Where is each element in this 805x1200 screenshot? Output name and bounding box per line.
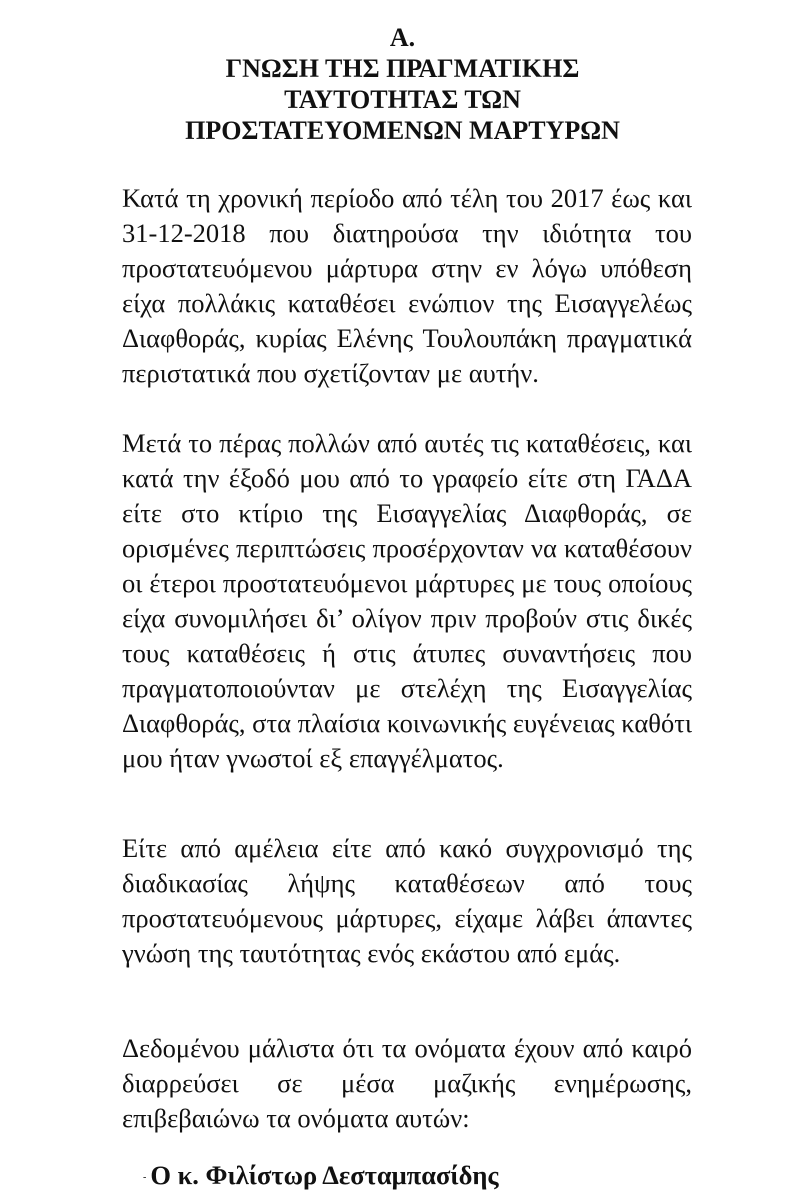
section-number: A. [389, 23, 416, 52]
paragraph-2: Μετά το πέρας πολλών από αυτές τις καταθέσεις, και κατά την έξοδό μου από το γραφείο είτε στη ΓΑΔΑ είτε στο κτίριο της Εισαγγελίας Διαφθοράς, σε ορισμένες περιπτώσεις προσέρχονταν να καταθέσουν οι έτεροι προστατευόμενοι μάρτυρες με τους οποίους είχα συνομιλήσει δι’ ολίγον πριν προβούν στις δικές τους καταθέσεις ή στις άτυπες συναντήσεις που πραγματοποιούνταν με στελέχη της Εισαγγελίας Διαφθοράς, στα πλαίσια κοινωνικής ευγένειας καθότι μου ήταν γνωστοί εξ επαγγέλματος. [122, 428, 692, 773]
list-bullet: - [143, 1172, 147, 1184]
section-title-line-2: ΤΑΥΤΟΤΗΤΑΣ ΤΩΝ [284, 85, 521, 114]
list-item-name: Ο κ. Φιλίστωρ Δεσταμπασίδης [150, 1160, 499, 1190]
paragraph-1: Κατά τη χρονική περίοδο από τέλη του 2017 έως και 31-12-2018 που διατηρούσα την ιδιότητα του προστατευόμενου μάρτυρα στην εν λόγω υπόθεση είχα πολλάκις καταθέσει ενώπιον της Εισαγγελέως Διαφθοράς, κυρίας Ελένης Τουλουπάκη πραγματικά περιστατικά που σχετίζονταν με αυτήν. [122, 183, 692, 388]
list-item [143, 1158, 499, 1195]
section-title-line-1: ΓΝΩΣΗ ΤΗΣ ΠΡΑΓΜΑΤΙΚΗΣ [225, 54, 580, 83]
paragraph-3: Είτε από αμέλεια είτε από κακό συγχρονισμό της διαδικασίας λήψης καταθέσεων από τους προστατευόμενους μάρτυρες, είχαμε λάβει άπαντες γνώση της ταυτότητας ενός εκάστου από εμάς. [122, 833, 692, 968]
section-heading [0, 22, 805, 146]
paragraph-4: Δεδομένου μάλιστα ότι τα ονόματα έχουν από καιρό διαρρεύσει σε μέσα μαζικής ενημέρωσης, επιβεβαιώνω τα ονόματα αυτών: [122, 1033, 692, 1133]
section-title-line-3: ΠΡΟΣΤΑΤΕΥΟΜΕΝΩΝ ΜΑΡΤΥΡΩΝ [185, 116, 620, 145]
